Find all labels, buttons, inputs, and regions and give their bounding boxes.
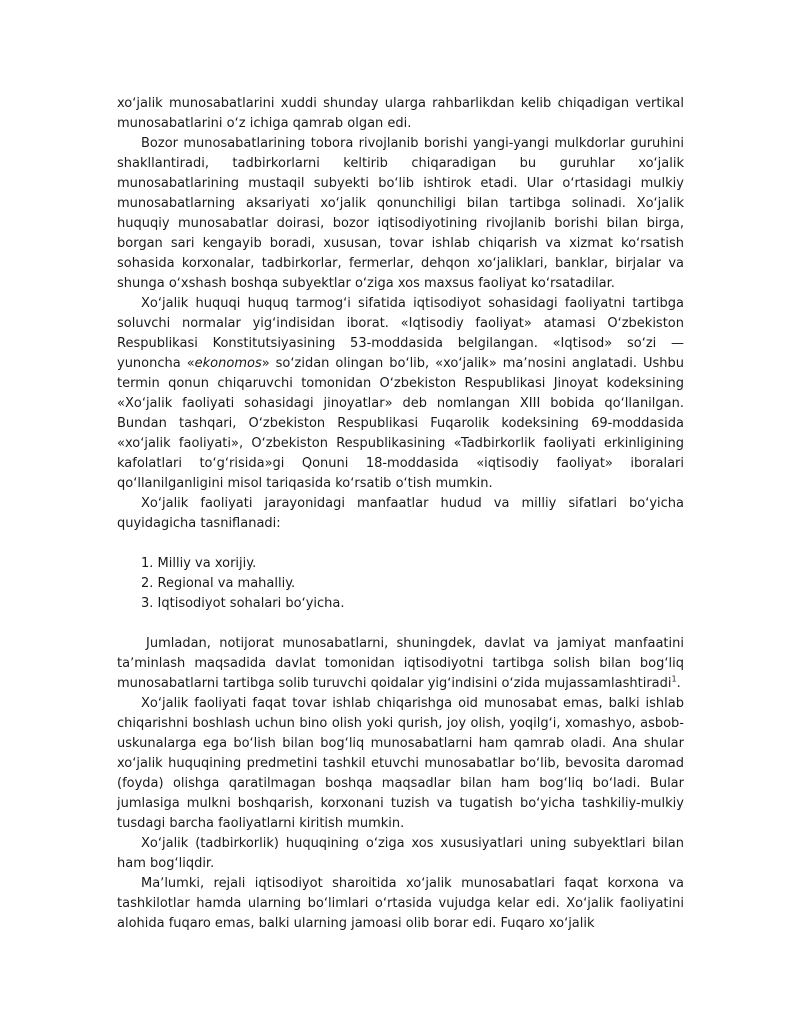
- paragraph-subjects: Xoʻjalik (tadbirkorlik) huquqining oʻziga xos xususiyatlari uning subyektlari bilan ham bogʻliqdir.: [117, 836, 684, 871]
- paragraph-activity-scope: Xoʻjalik faoliyati faqat tovar ishlab chiqarishga oid munosabat emas, balki ishlab chiqarishni boshlash uchun bino olish yoki qurish, joy olish, yoqilgʻi, xomashyo, asbob-uskunalarga ega boʻlish bilan bogʻliq munosabatlarni ham qamrab oladi. Ana shular xoʻjalik huquqining predmetini tashkil etuvchi munosabatlar boʻlib, bevosita daromad (foyda) olishga qaratilmagan boshqa maqsadlar bilan ham bogʻliq boʻladi. Bular jumlasiga mulkni boshqarish, korxonani tuzish va tugatish boʻyicha tashkiliy-mulkiy tusdagi barcha faoliyatlarni kiritish mumkin.: [117, 696, 684, 831]
- paragraph-non-commercial: [117, 634, 684, 694]
- paragraph-non-commercial-text: Jumladan, notijorat munosabatlarni, shuningdek, davlat va jamiyat manfaatini taʼminlash maqsadida davlat tomonidan iqtisodiyotni tartibga solish bilan bogʻliq munosabatlarni tartibga solib turuvchi qoidalar yigʻindisini oʻzida mujassamlashtiradi: [117, 636, 684, 691]
- paragraph-market-relations: Bozor munosabatlarining tobora rivojlanib borishi yangi-yangi mulkdorlar guruhini shakllantiradi, tadbirkorlarni keltirib chiqaradigan bu guruhlar xoʻjalik munosabatlarining mustaqil subyekti boʻlib ishtirok etadi. Ular oʻrtasidagi mulkiy munosabatlarning aksariyati xoʻjalik qonunchiligi bilan tartibga solinadi. Xoʻjalik huquqiy munosabatlar doirasi, bozor iqtisodiyotining rivojlanib borishi bilan birga, borgan sari kengayib boradi, xususan, tovar ishlab chiqarish va xizmat koʻrsatish sohasida korxonalar, tadbirkorlar, fermerlar, dehqon xoʻjaliklari, banklar, birjalar va shunga oʻxshash boshqa subyektlar oʻziga xos maxsus faoliyat koʻrsatadilar.: [117, 136, 684, 291]
- list-item: 3. Iqtisodiyot sohalari boʻyicha.: [141, 596, 345, 611]
- italic-term: ekonomos: [194, 356, 262, 371]
- paragraph-classification: Xoʻjalik faoliyati jarayonidagi manfaatlar hudud va milliy sifatlari boʻyicha quyidagicha tasniflanadi:: [117, 496, 684, 531]
- paragraph-economic-law-text: Xoʻjalik huquqi huquq tarmogʻi sifatida iqtisodiyot sohasidagi faoliyatni tartibga soluvchi normalar yigʻindisidan iborat. «Iqtisodiy faoliyat» atamasi Oʻzbekiston Respublikasi Konstitutsiyasining 53-moddasida belgilangan. «Iqtisod» soʻzi — yunoncha «ekonomos» soʻzidan olingan boʻlib, «xoʻjalik» maʼnosini anglatadi. Ushbu termin qonun chiqaruvchi tomonidan Oʻzbekiston Respublikasi Jinoyat kodeksining «Xoʻjalik faoliyati sohasidagi jinoyatlar» deb nomlangan XIII bobida qoʻllanilgan. Bundan tashqari, Oʻzbekiston Respublikasi Fuqarolik kodeksining 69-moddasida «xoʻjalik faoliyati», Oʻzbekiston Respublikasining «Tadbirkorlik faoliyati erkinligining kafolatlari toʻgʻrisida»gi Qonuni 18-moddasida «iqtisodiy faoliyat» iboralari qoʻllanilganligini misol tariqasida koʻrsatib oʻtish mumkin.: [117, 296, 684, 491]
- footnote-reference[interactable]: 1: [671, 674, 677, 684]
- paragraph-economic-law: [117, 294, 684, 494]
- paragraph-end-period: .: [676, 676, 681, 691]
- list-item: 1. Milliy va xorijiy.: [141, 556, 257, 571]
- classification-list: [117, 554, 684, 614]
- page-body: [117, 94, 684, 934]
- paragraph-continuation: xoʻjalik munosabatlarini xuddi shunday ularga rahbarlikdan kelib chiqadigan vertikal munosabatlarini oʻz ichiga qamrab olgan edi.: [117, 96, 684, 131]
- list-item: 2. Regional va mahalliy.: [141, 576, 296, 591]
- paragraph-planned-economy: Maʼlumki, rejali iqtisodiyot sharoitida xoʻjalik munosabatlari faqat korxona va tashkilotlar hamda ularning boʻlimlari oʻrtasida vujudga kelar edi. Xoʻjalik faoliyatini alohida fuqaro emas, balki ularning jamoasi olib borar edi. Fuqaro xoʻjalik: [117, 876, 684, 931]
